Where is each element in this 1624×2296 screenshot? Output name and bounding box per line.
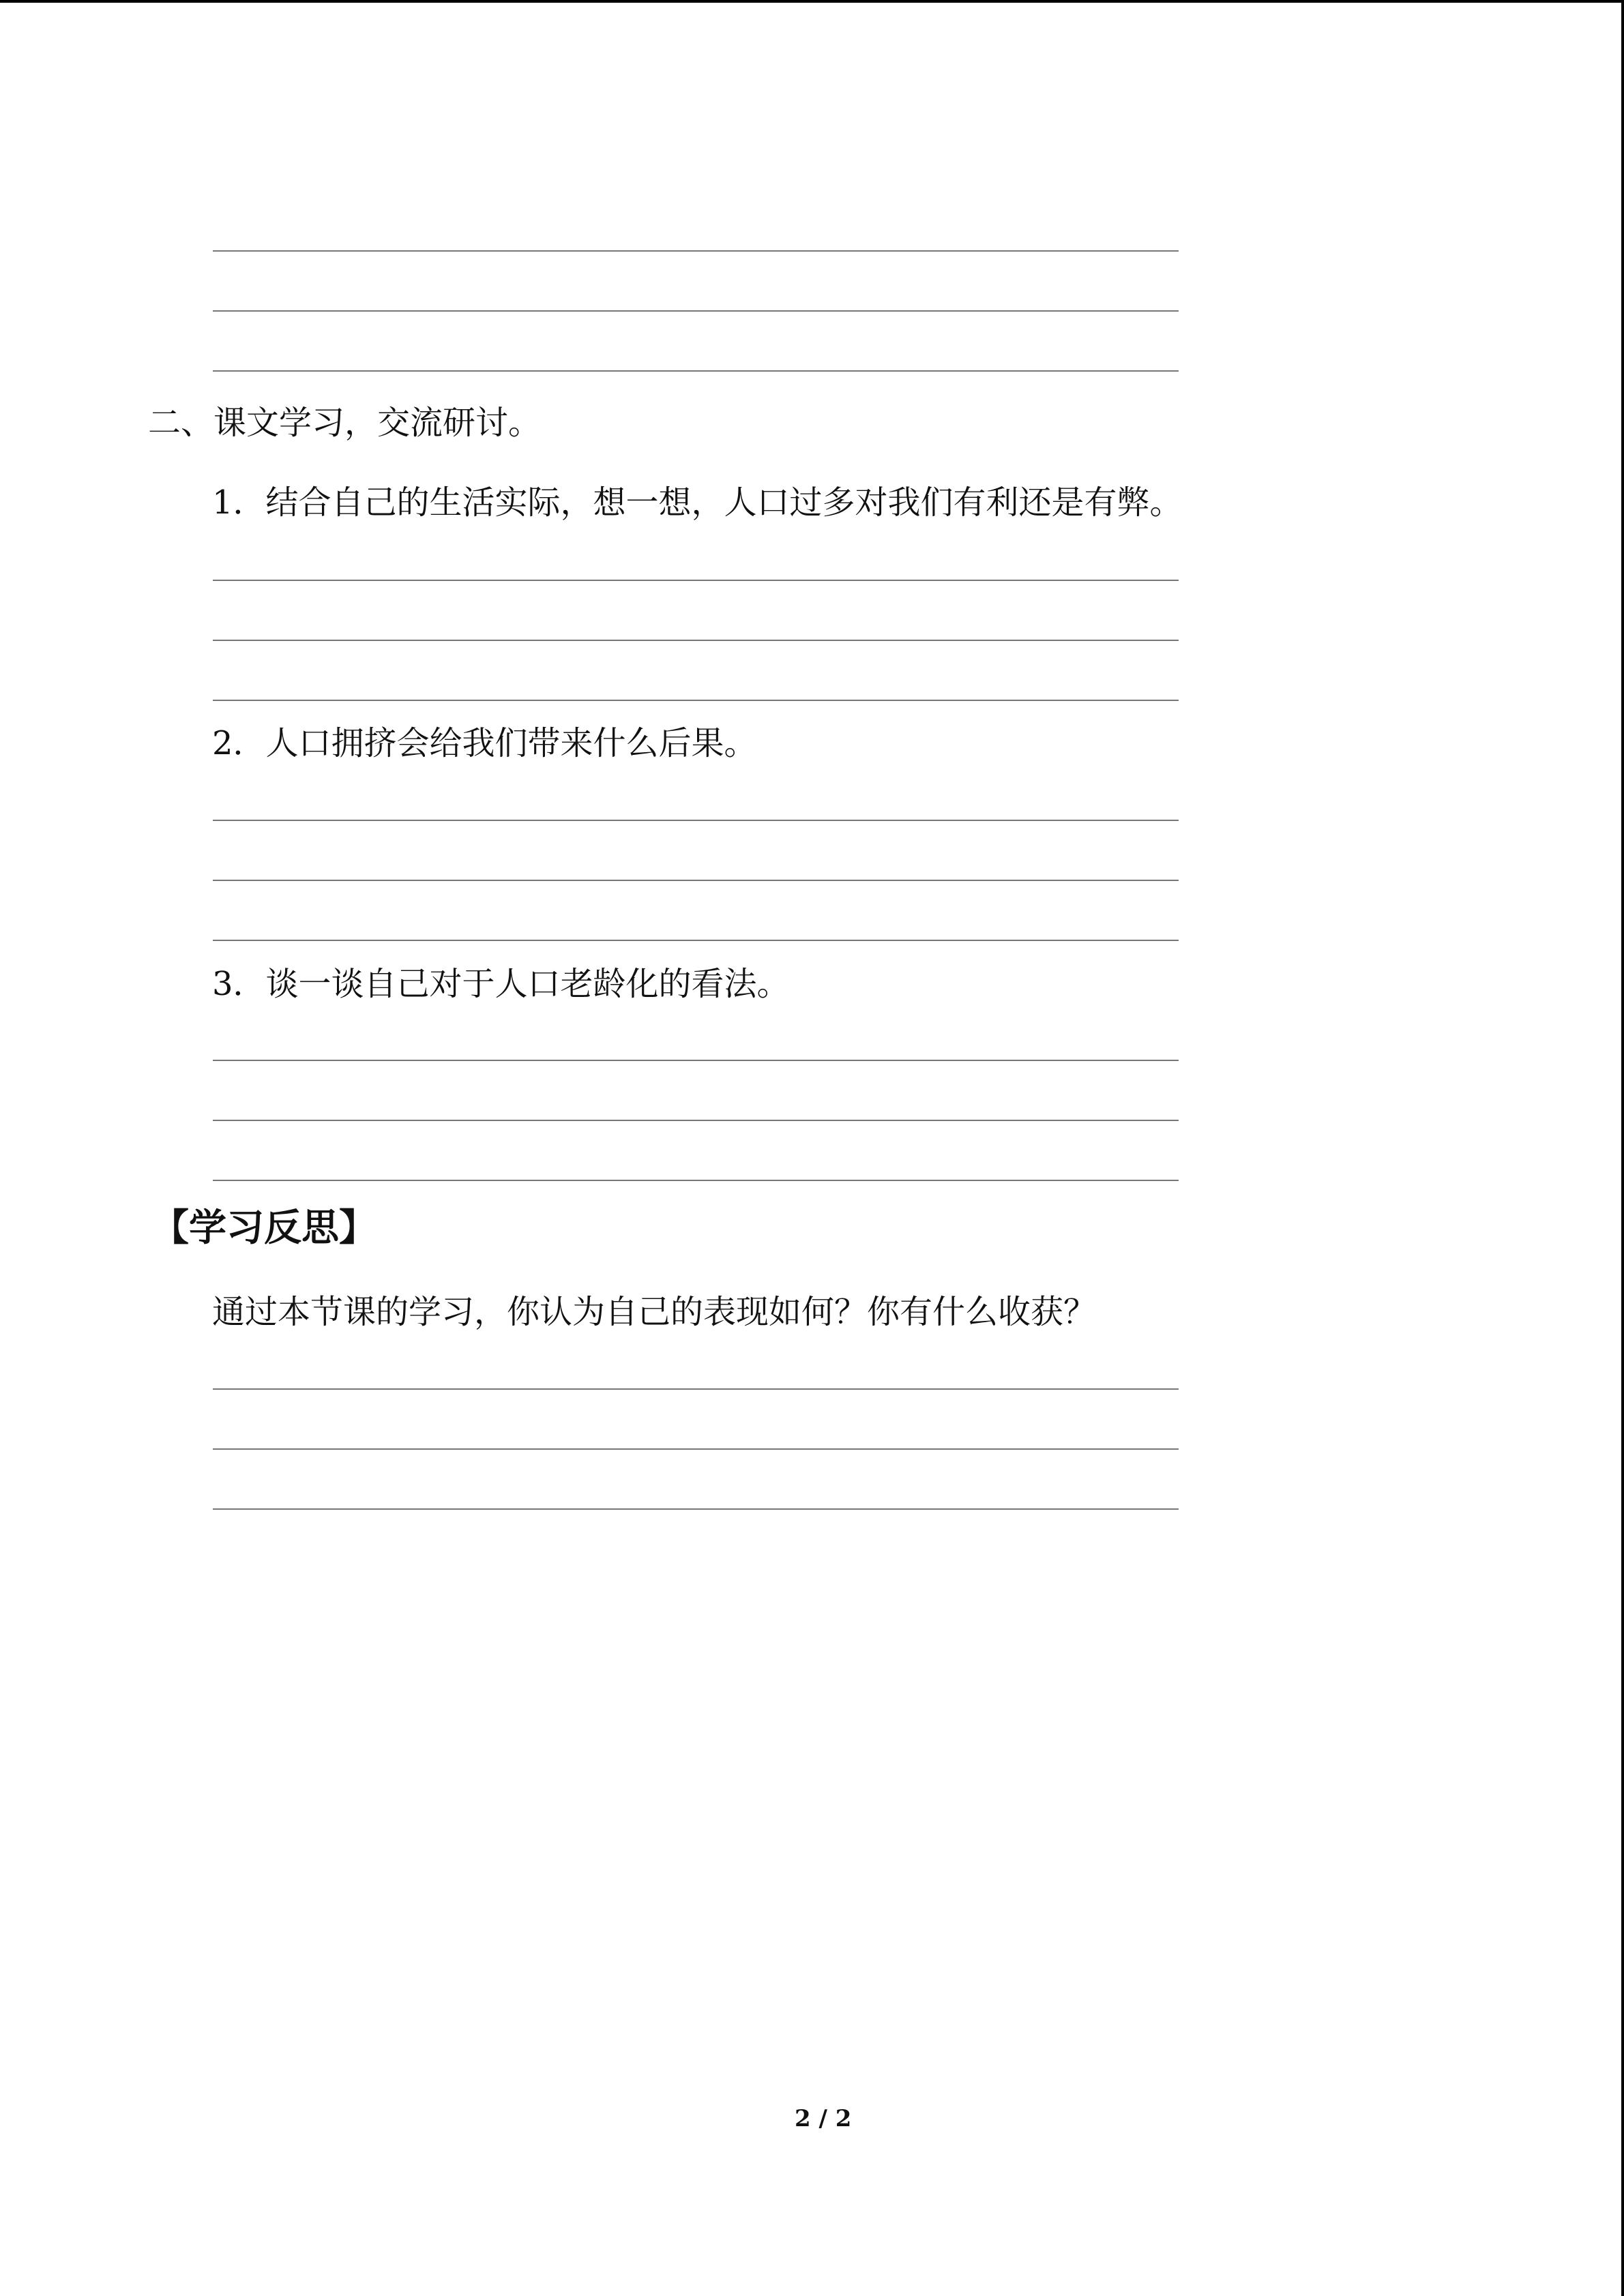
question-3: 3．谈一谈自己对于人口老龄化的看法。 bbox=[212, 965, 790, 1003]
answer-line[interactable] bbox=[213, 940, 1179, 941]
answer-line[interactable] bbox=[213, 820, 1179, 821]
answer-line[interactable] bbox=[213, 880, 1179, 881]
question-2: 2．人口拥挤会给我们带来什么后果。 bbox=[212, 724, 757, 762]
top-border-line bbox=[0, 0, 1624, 3]
answer-line[interactable] bbox=[213, 1060, 1179, 1061]
question-1: 1．结合自己的生活实际，想一想，人口过多对我们有利还是有弊。 bbox=[212, 483, 1183, 522]
answer-line[interactable] bbox=[213, 250, 1179, 252]
section-heading: 二、课文学习，交流研讨。 bbox=[148, 404, 542, 442]
answer-line[interactable] bbox=[213, 370, 1179, 372]
reflection-heading: 【学习反思】 bbox=[151, 1206, 377, 1249]
answer-line[interactable] bbox=[213, 1508, 1179, 1510]
answer-line[interactable] bbox=[213, 1388, 1179, 1390]
answer-line[interactable] bbox=[213, 1448, 1179, 1450]
reflection-prompt: 通过本节课的学习，你认为自己的表现如何？你有什么收获？ bbox=[212, 1293, 1097, 1331]
answer-line[interactable] bbox=[213, 1120, 1179, 1121]
answer-line[interactable] bbox=[213, 580, 1179, 581]
answer-line[interactable] bbox=[213, 640, 1179, 641]
page-number: 2 / 2 bbox=[795, 2105, 852, 2132]
right-border-line bbox=[1621, 0, 1624, 2296]
answer-line[interactable] bbox=[213, 700, 1179, 701]
answer-line[interactable] bbox=[213, 1180, 1179, 1181]
answer-line[interactable] bbox=[213, 310, 1179, 312]
